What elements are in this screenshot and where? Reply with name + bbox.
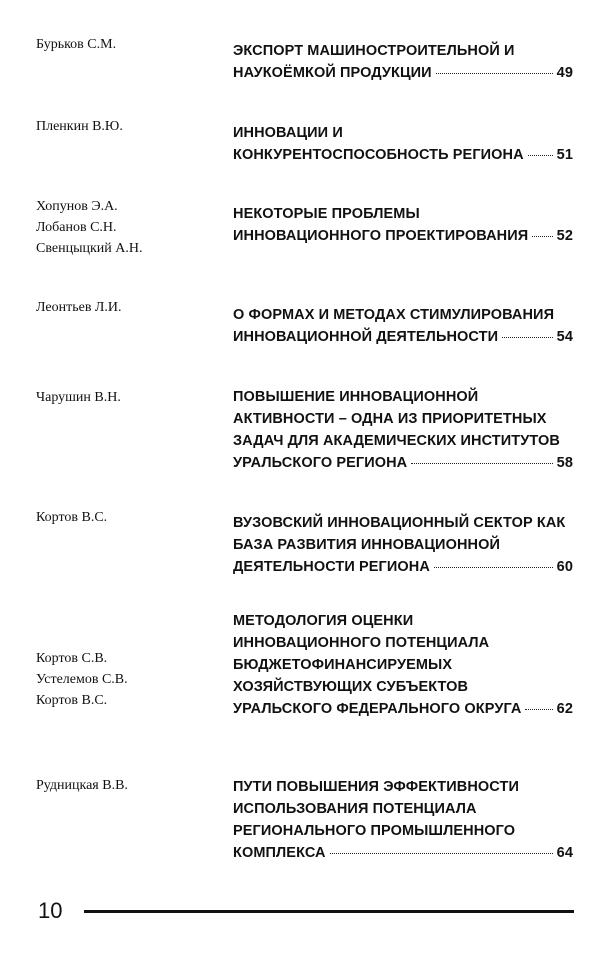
toc-authors bbox=[36, 116, 123, 137]
author-name: Пленкин В.Ю. bbox=[36, 119, 123, 134]
toc-title bbox=[233, 122, 573, 166]
title-last-line bbox=[233, 62, 573, 84]
title-line: БАЗА РАЗВИТИЯ ИННОВАЦИОННОЙ bbox=[233, 537, 500, 553]
author-name: Леонтьев Л.И. bbox=[36, 300, 122, 315]
toc-title bbox=[233, 386, 573, 474]
toc-title bbox=[233, 40, 573, 84]
toc-title bbox=[233, 304, 573, 348]
author-name: Чарушин В.Н. bbox=[36, 390, 121, 405]
dot-leader bbox=[502, 337, 553, 338]
toc-authors bbox=[36, 196, 142, 259]
title-line: УРАЛЬСКОГО РЕГИОНА bbox=[233, 455, 408, 471]
title-line: ИСПОЛЬЗОВАНИЯ ПОТЕНЦИАЛА bbox=[233, 801, 477, 817]
toc-authors bbox=[36, 648, 128, 711]
author-name: Лобанов С.Н. bbox=[36, 220, 117, 235]
title-line: ПУТИ ПОВЫШЕНИЯ ЭФФЕКТИВНОСТИ bbox=[233, 779, 519, 795]
footer-rule bbox=[84, 910, 574, 913]
toc-page-number: 52 bbox=[556, 228, 573, 244]
title-line: БЮДЖЕТОФИНАНСИРУЕМЫХ bbox=[233, 657, 453, 673]
title-line: ДЕЯТЕЛЬНОСТИ РЕГИОНА bbox=[233, 559, 430, 575]
title-line: ПОВЫШЕНИЕ ИННОВАЦИОННОЙ bbox=[233, 389, 479, 405]
toc-authors bbox=[36, 297, 122, 318]
title-line: ЗАДАЧ ДЛЯ АКАДЕМИЧЕСКИХ ИНСТИТУТОВ bbox=[233, 433, 560, 449]
author-name: Устелемов С.В. bbox=[36, 672, 128, 687]
toc-page-number: 49 bbox=[556, 65, 573, 81]
toc-page-number: 58 bbox=[556, 455, 573, 471]
toc-authors bbox=[36, 387, 121, 408]
author-name: Бурьков С.М. bbox=[36, 37, 117, 52]
title-last-line bbox=[233, 556, 573, 578]
dot-leader bbox=[436, 73, 553, 74]
author-name: Кортов В.С. bbox=[36, 693, 108, 708]
dot-leader bbox=[532, 236, 552, 237]
title-line: ИННОВАЦИОННОГО ПОТЕНЦИАЛА bbox=[233, 635, 490, 651]
title-line: НЕКОТОРЫЕ ПРОБЛЕМЫ bbox=[233, 206, 420, 222]
title-last-line bbox=[233, 698, 573, 720]
author-name: Кортов С.В. bbox=[36, 651, 108, 666]
title-line: КОНКУРЕНТОСПОСОБНОСТЬ РЕГИОНА bbox=[233, 147, 524, 163]
toc-page-number: 51 bbox=[556, 147, 573, 163]
dot-leader bbox=[330, 853, 553, 854]
toc-authors bbox=[36, 34, 116, 55]
toc-title bbox=[233, 512, 573, 578]
title-last-line bbox=[233, 225, 573, 247]
dot-leader bbox=[434, 567, 553, 568]
toc-title bbox=[233, 203, 573, 247]
title-line: КОМПЛЕКСА bbox=[233, 845, 326, 861]
toc-title bbox=[233, 610, 573, 720]
author-name: Свенцыцкий А.Н. bbox=[36, 241, 143, 256]
page-number: 10 bbox=[38, 898, 63, 923]
title-line: О ФОРМАХ И МЕТОДАХ СТИМУЛИРОВАНИЯ bbox=[233, 307, 555, 323]
title-line: ХОЗЯЙСТВУЮЩИХ СУБЪЕКТОВ bbox=[233, 679, 469, 695]
toc-page-number: 54 bbox=[556, 329, 573, 345]
toc-authors bbox=[36, 775, 128, 796]
title-last-line bbox=[233, 842, 573, 864]
title-last-line bbox=[233, 144, 573, 166]
author-name: Кортов В.С. bbox=[36, 510, 108, 525]
title-line: ЭКСПОРТ МАШИНОСТРОИТЕЛЬНОЙ И bbox=[233, 43, 515, 59]
dot-leader bbox=[411, 463, 552, 464]
toc-authors bbox=[36, 507, 107, 528]
author-name: Рудницкая В.В. bbox=[36, 778, 128, 793]
title-line: ИННОВАЦИИ И bbox=[233, 125, 343, 141]
title-line: ИННОВАЦИОННОЙ ДЕЯТЕЛЬНОСТИ bbox=[233, 329, 499, 345]
author-name: Хопунов Э.А. bbox=[36, 199, 118, 214]
toc-page-number: 62 bbox=[556, 701, 573, 717]
dot-leader bbox=[525, 709, 552, 710]
title-last-line bbox=[233, 452, 573, 474]
title-line: УРАЛЬСКОГО ФЕДЕРАЛЬНОГО ОКРУГА bbox=[233, 701, 522, 717]
title-line: ВУЗОВСКИЙ ИННОВАЦИОННЫЙ СЕКТОР КАК bbox=[233, 515, 566, 531]
toc-page-number: 60 bbox=[556, 559, 573, 575]
title-line: НАУКОЁМКОЙ ПРОДУКЦИИ bbox=[233, 65, 432, 81]
title-last-line bbox=[233, 326, 573, 348]
toc-title bbox=[233, 776, 573, 864]
toc-page-number: 64 bbox=[556, 845, 573, 861]
title-line: АКТИВНОСТИ – ОДНА ИЗ ПРИОРИТЕТНЫХ bbox=[233, 411, 547, 427]
title-line: МЕТОДОЛОГИЯ ОЦЕНКИ bbox=[233, 613, 414, 629]
title-line: РЕГИОНАЛЬНОГО ПРОМЫШЛЕННОГО bbox=[233, 823, 516, 839]
title-line: ИННОВАЦИОННОГО ПРОЕКТИРОВАНИЯ bbox=[233, 228, 529, 244]
dot-leader bbox=[528, 155, 553, 156]
